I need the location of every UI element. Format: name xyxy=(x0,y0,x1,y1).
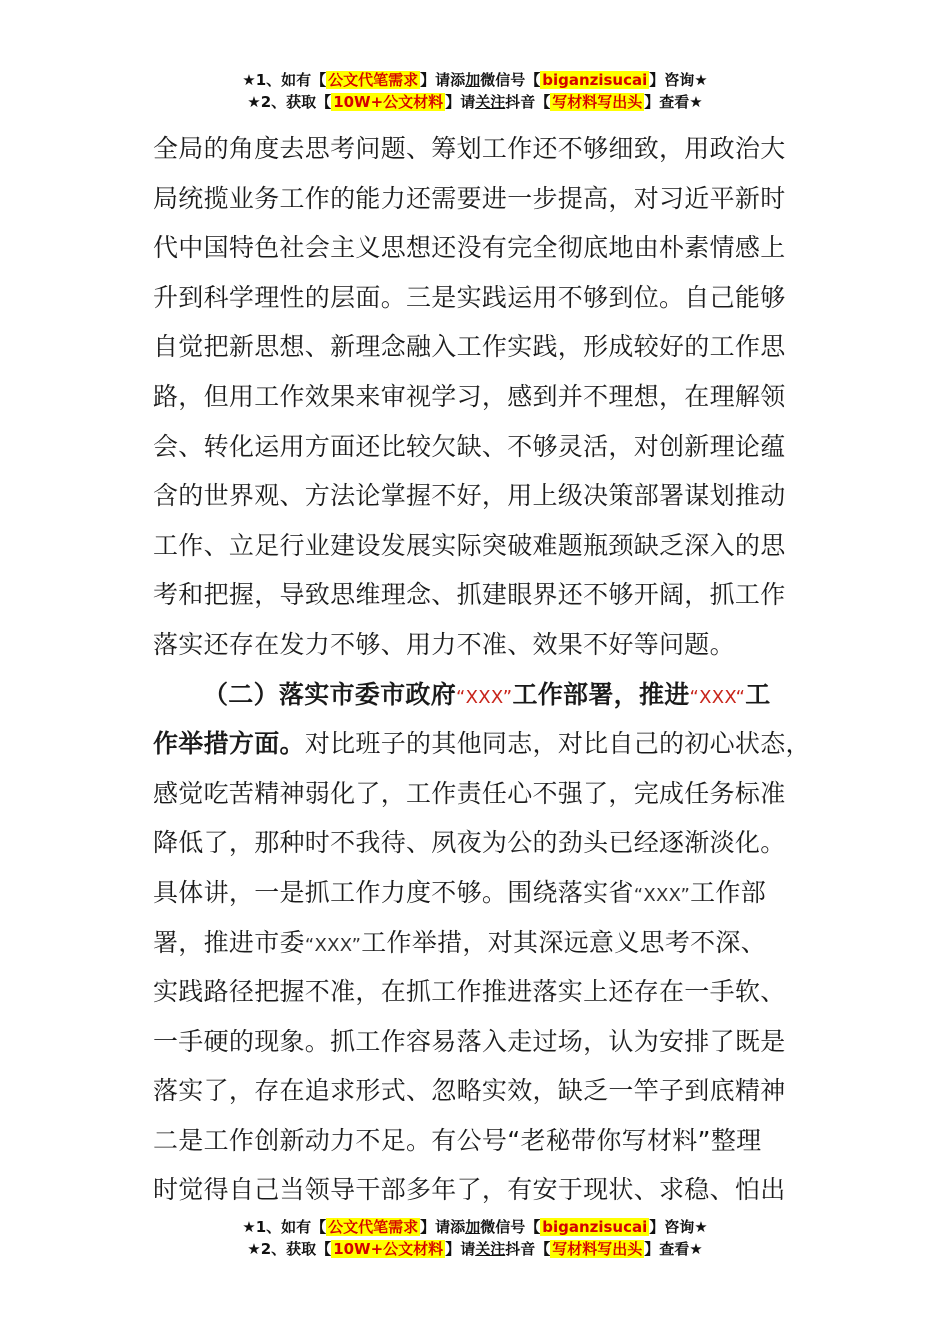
promo-text: 抖音【 xyxy=(505,1240,551,1258)
body-line: 时觉得自己当领导干部多年了，有安于现状、求稳、怕出 xyxy=(153,1175,786,1205)
douyin-highlight: 写材料写出头 xyxy=(552,93,643,111)
promo-text: 】请添 xyxy=(420,1218,466,1236)
promo-text: 微信号【 xyxy=(480,71,541,89)
quote-text: “老秘带你写材料” xyxy=(507,1125,711,1155)
promo-text: 】查看★ xyxy=(644,1240,703,1258)
promo-text: 加 xyxy=(465,1218,481,1236)
section-heading xyxy=(153,670,843,720)
promo-highlight: 10W+公文材料 xyxy=(333,93,444,111)
heading-text: 工 xyxy=(745,679,771,709)
promo-text: 】请 xyxy=(445,93,476,111)
quote-text: “XXX” xyxy=(633,884,691,906)
body-text: 整理 xyxy=(710,1125,762,1155)
promo-line-2 xyxy=(0,91,950,113)
body-line: 自觉把新思想、新理念融入工作实践，形成较好的工作思 xyxy=(153,332,786,362)
body-line: 降低了，那种时不我待、夙夜为公的劲头已经逐渐淡化。 xyxy=(153,828,786,858)
body-line: 一手硬的现象。抓工作容易落入走过场，认为安排了既是 xyxy=(153,1026,786,1056)
header-promo-banner xyxy=(0,69,950,113)
body-line: 落实还存在发力不够、用力不准、效果不好等问题。 xyxy=(153,629,735,659)
promo-line-1 xyxy=(0,1216,950,1238)
promo-text: ★2、获取【 xyxy=(247,93,332,111)
heading-quote: “XXX“ xyxy=(689,686,746,708)
promo-text: 】查看★ xyxy=(644,93,703,111)
body-text: 对比班子的其他同志，对比自己的初心状态， xyxy=(304,729,811,759)
promo-text: 关注 xyxy=(475,1240,506,1258)
body-text: 工作部 xyxy=(690,877,767,907)
heading-text: 工作部署，推进 xyxy=(512,679,690,709)
promo-text: 】咨询★ xyxy=(649,71,708,89)
promo-text: 】咨询★ xyxy=(649,1218,708,1236)
body-line: 全局的角度去思考问题、筹划工作还不够细致，用政治大 xyxy=(153,134,786,163)
promo-line-2 xyxy=(0,1238,950,1260)
body-text: 具体讲，一是抓工作力度不够。围绕落实省 xyxy=(153,877,634,907)
promo-text: ★1、如有【 xyxy=(242,71,327,89)
promo-text: 加 xyxy=(465,71,481,89)
body-line: 感觉吃苦精神弱化了，工作责任心不强了，完成任务标准 xyxy=(153,778,786,808)
body-line: 局统揽业务工作的能力还需要进一步提高，对习近平新时 xyxy=(153,183,786,213)
heading-text: 作举措方面。 xyxy=(153,729,305,759)
promo-text: 关注 xyxy=(475,93,506,111)
promo-highlight: 10W+公文材料 xyxy=(333,1240,444,1258)
body-line: 路，但用工作效果来审视学习，感到并不理想，在理解领 xyxy=(153,381,786,411)
body-line xyxy=(153,1116,843,1166)
body-line xyxy=(153,719,843,769)
wechat-id-highlight: biganzisucai xyxy=(542,1218,648,1236)
body-line: 代中国特色社会主义思想还没有完全彻底地由朴素情感上 xyxy=(153,233,786,263)
body-line: 实践路径把握不准，在抓工作推进落实上还存在一手软、 xyxy=(153,977,786,1007)
promo-text: 】请 xyxy=(445,1240,476,1258)
body-line: 落实了，存在追求形式、忽略实效，缺乏一竿子到底精神 xyxy=(153,1076,786,1106)
douyin-highlight: 写材料写出头 xyxy=(552,1240,643,1258)
body-line: 升到科学理性的层面。三是实践运用不够到位。自己能够 xyxy=(153,282,786,312)
body-line: 考和把握，导致思维理念、抓建眼界还不够开阔，抓工作 xyxy=(153,580,786,610)
document-body xyxy=(153,124,843,1215)
body-line: 含的世界观、方法论掌握不好，用上级决策部署谋划推动 xyxy=(153,481,786,511)
promo-text: ★1、如有【 xyxy=(242,1218,327,1236)
heading-quote: “XXX” xyxy=(456,686,513,708)
promo-highlight: 公文代笔需求 xyxy=(328,71,419,89)
promo-highlight: 公文代笔需求 xyxy=(328,1218,419,1236)
quote-text: “XXX” xyxy=(304,934,362,956)
body-line: 工作、立足行业建设发展实际突破难题瓶颈缺乏深入的思 xyxy=(153,530,786,560)
body-line xyxy=(153,918,843,968)
body-text: 工作举措，对其深远意义思考不深、 xyxy=(361,927,767,957)
body-text: 二是工作创新动力不足。有公号 xyxy=(153,1125,508,1155)
wechat-id-highlight: biganzisucai xyxy=(542,71,648,89)
body-line: 会、转化运用方面还比较欠缺、不够灵活，对创新理论蕴 xyxy=(153,431,786,461)
promo-text: 】请添 xyxy=(420,71,466,89)
body-text: 署，推进市委 xyxy=(153,927,305,957)
footer-promo-banner xyxy=(0,1216,950,1260)
promo-line-1 xyxy=(0,69,950,91)
heading-text: （二）落实市委市政府 xyxy=(203,679,457,709)
body-line xyxy=(153,868,843,918)
promo-text: 微信号【 xyxy=(480,1218,541,1236)
promo-text: 抖音【 xyxy=(505,93,551,111)
promo-text: ★2、获取【 xyxy=(247,1240,332,1258)
